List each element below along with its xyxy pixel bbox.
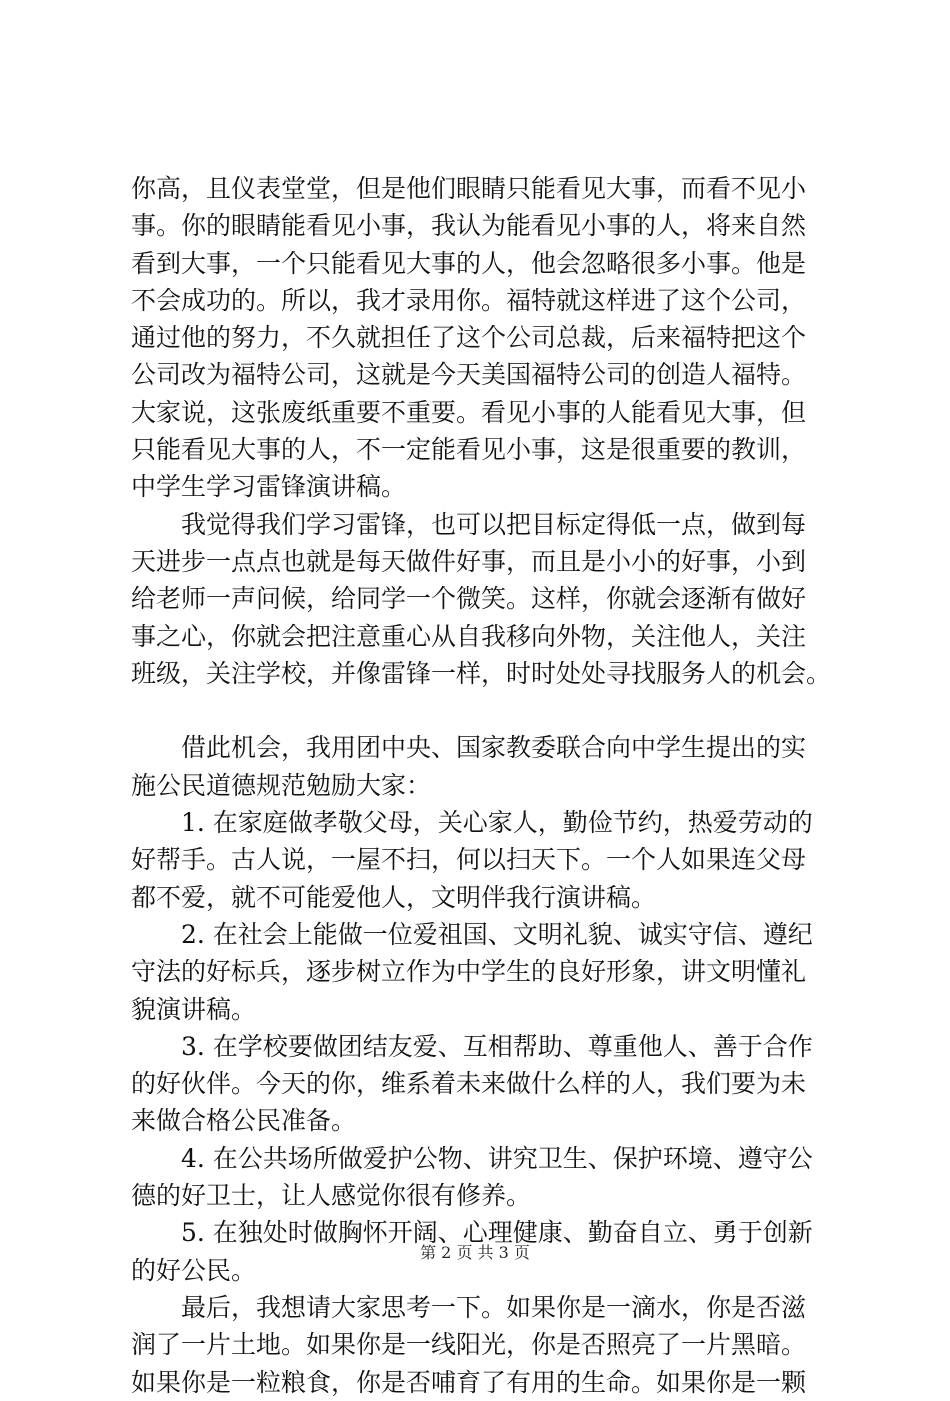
text-line: 貌演讲稿。 — [131, 994, 257, 1024]
text-line: 只能看见大事的人，不一定能看见小事，这是很重要的教训， — [131, 435, 807, 465]
text-line: 给老师一声问候，给同学一个微笑。这样，你就会逐渐有做好 — [131, 584, 807, 614]
text-line: 好帮手。古人说，一屋不扫，何以扫天下。一个人如果连父母 — [131, 845, 807, 875]
text-line: 最后，我想请大家思考一下。如果你是一滴水，你是否滋 — [131, 1292, 807, 1322]
text-line: 看到大事，一个只能看见大事的人，他会忽略很多小事。他是 — [131, 248, 807, 278]
text-line: 施公民道德规范勉励大家： — [131, 770, 432, 800]
text-line: 借此机会，我用团中央、国家教委联合向中学生提出的实 — [131, 733, 807, 763]
text-line: 守法的好标兵，逐步树立作为中学生的良好形象，讲文明懂礼 — [131, 957, 807, 987]
text-line: 的好公民。 — [131, 1255, 257, 1285]
text-line: 2. 在社会上能做一位爱祖国、文明礼貌、诚实守信、遵纪 — [131, 919, 813, 949]
text-line: 都不爱，就不可能爱他人，文明伴我行演讲稿。 — [131, 882, 657, 912]
page-footer: 第 2 页 共 3 页 — [420, 1243, 530, 1262]
text-line: 润了一片土地。如果你是一线阳光，你是否照亮了一片黑暗。 — [131, 1330, 807, 1360]
text-line: 我觉得我们学习雷锋，也可以把目标定得低一点，做到每 — [131, 509, 807, 539]
text-line: 通过他的努力，不久就担任了这个公司总裁，后来福特把这个 — [131, 323, 807, 353]
text-line: 公司改为福特公司，这就是今天美国福特公司的创造人福特。 — [131, 360, 807, 390]
text-line: 3. 在学校要做团结友爱、互相帮助、尊重他人、善于合作 — [131, 1031, 813, 1061]
text-line: 你高，且仪表堂堂，但是他们眼睛只能看见大事，而看不见小 — [131, 174, 807, 203]
text-line: 事。你的眼睛能看见小事，我认为能看见小事的人，将来自然 — [131, 211, 807, 241]
text-line: 1. 在家庭做孝敬父母，关心家人，勤俭节约，热爱劳动的 — [131, 808, 813, 838]
text-line: 来做合格公民准备。 — [131, 1106, 357, 1136]
text-line: 如果你是一粒粮食，你是否哺育了有用的生命。如果你是一颗 — [131, 1367, 807, 1397]
text-line: 的好伙伴。今天的你，维系着未来做什么样的人，我们要为未 — [131, 1069, 807, 1099]
text-line: 5. 在独处时做胸怀开阔、心理健康、勤奋自立、勇于创新 — [131, 1218, 813, 1248]
text-line: 德的好卫士，让人感觉你很有修养。 — [131, 1181, 532, 1211]
text-line: 事之心，你就会把注意重心从自我移向外物，关注他人，关注 — [131, 621, 807, 651]
blank-line — [131, 692, 857, 729]
text-line: 4. 在公共场所做爱护公物、讲究卫生、保护环境、遵守公 — [131, 1143, 813, 1173]
text-line: 中学生学习雷锋演讲稿。 — [131, 472, 407, 502]
text-line: 不会成功的。所以，我才录用你。福特就这样进了这个公司， — [131, 285, 807, 315]
text-line: 班级，关注学校，并像雷锋一样，时时处处寻找服务人的机会。 — [131, 658, 832, 688]
text-line: 天进步一点点也就是每天做件好事，而且是小小的好事，小到 — [131, 546, 807, 576]
body-text — [131, 170, 857, 1401]
text-line: 大家说，这张废纸重要不重要。看见小事的人能看见大事，但 — [131, 397, 807, 427]
